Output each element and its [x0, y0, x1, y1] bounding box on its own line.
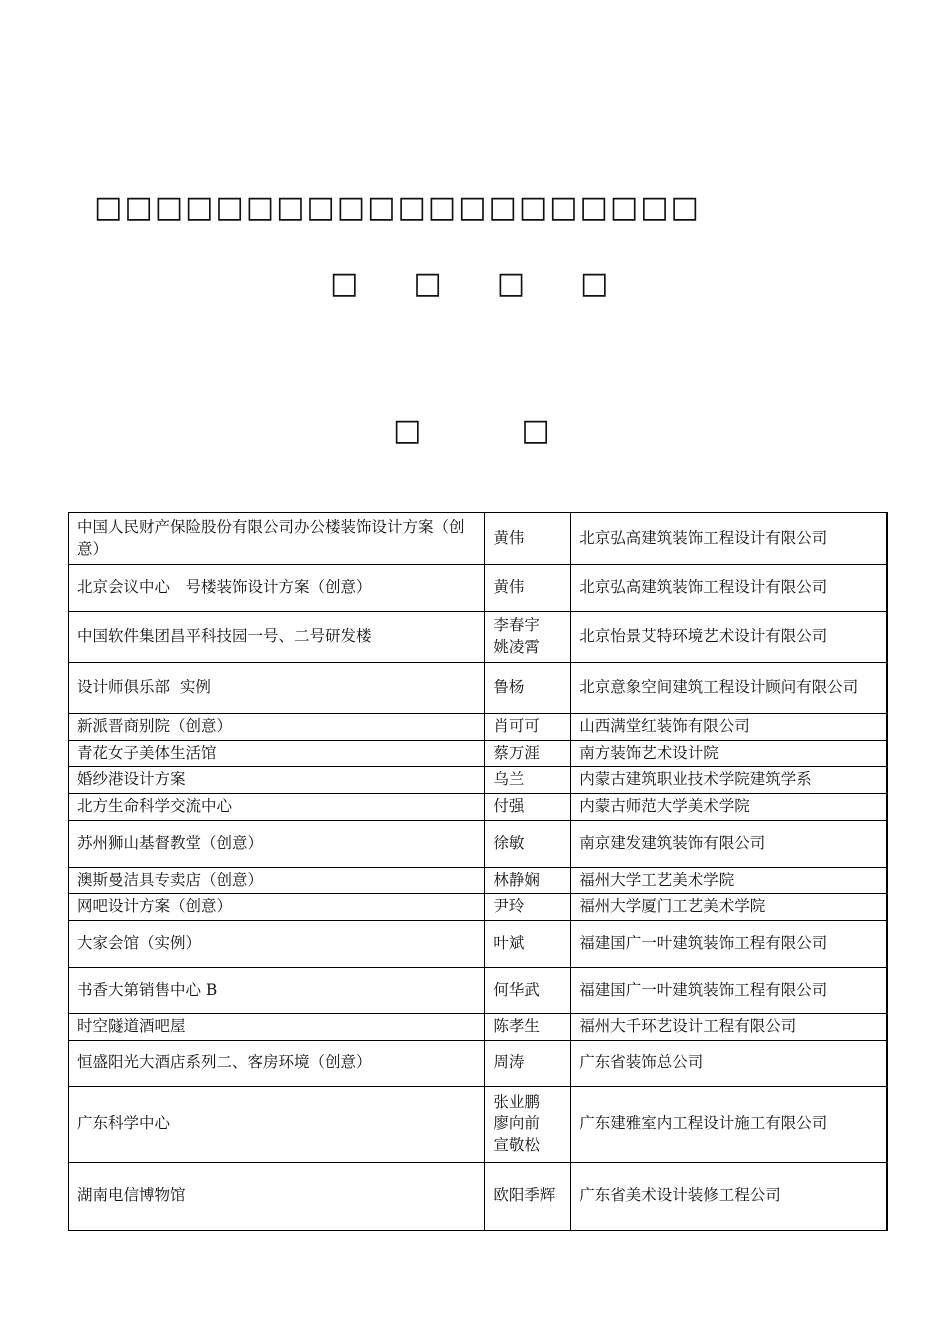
project-cell: 中国人民财产保险股份有限公司办公楼装饰设计方案（创意）	[69, 513, 485, 565]
project-cell: 新派晋商别院（创意）	[69, 714, 485, 741]
designer-cell: 何华武	[485, 968, 571, 1014]
table-row	[69, 740, 888, 767]
table-row	[69, 663, 888, 714]
designer-cell: 肖可可	[485, 714, 571, 741]
project-cell: 青花女子美体生活馆	[69, 740, 485, 767]
table-row	[69, 867, 888, 894]
designer-cell: 黄伟	[485, 565, 571, 612]
designer-cell: 陈孝生	[485, 1014, 571, 1041]
table-row	[69, 612, 888, 663]
project-cell: 书香大第销售中心 B	[69, 968, 485, 1014]
designer-cell: 乌兰	[485, 767, 571, 794]
designer-cell: 李春宇 姚凌霄	[485, 612, 571, 663]
document-title: □□□□□□□□□□□□□□□□□□□□	[94, 190, 701, 225]
table-row	[69, 1162, 888, 1230]
organization-cell: 北京怡景艾特环境艺术设计有限公司	[571, 612, 887, 663]
designer-cell: 叶斌	[485, 921, 571, 968]
project-cell: 湖南电信博物馆	[69, 1162, 485, 1230]
designer-cell: 黄伟	[485, 513, 571, 565]
project-cell: 北京会议中心 号楼装饰设计方案（创意）	[69, 565, 485, 612]
organization-cell: 北京弘高建筑装饰工程设计有限公司	[571, 565, 887, 612]
organization-cell: 北京意象空间建筑工程设计顾问有限公司	[571, 663, 887, 714]
project-cell: 时空隧道酒吧屋	[69, 1014, 485, 1041]
table-row	[69, 968, 888, 1014]
table-row	[69, 894, 888, 921]
designer-cell: 鲁杨	[485, 663, 571, 714]
project-cell: 网吧设计方案（创意）	[69, 894, 485, 921]
project-cell: 北方生命科学交流中心	[69, 794, 485, 821]
organization-cell: 福州大学厦门工艺美术学院	[571, 894, 887, 921]
organization-cell: 南京建发建筑装饰有限公司	[571, 820, 887, 867]
organization-cell: 南方装饰艺术设计院	[571, 740, 887, 767]
designer-cell: 欧阳季辉	[485, 1162, 571, 1230]
organization-cell: 福建国广一叶建筑装饰工程有限公司	[571, 968, 887, 1014]
project-cell: 广东科学中心	[69, 1086, 485, 1162]
document-subtitle: □□□□	[330, 266, 664, 301]
designer-cell: 蔡万涯	[485, 740, 571, 767]
designer-cell: 张业鹏 廖向前 宣敬松	[485, 1086, 571, 1162]
table-row	[69, 714, 888, 741]
table-row	[69, 1086, 888, 1162]
table-row	[69, 513, 888, 565]
awards-table	[68, 512, 888, 1231]
table-row	[69, 1040, 888, 1086]
designer-cell: 周涛	[485, 1040, 571, 1086]
organization-cell: 广东省美术设计装修工程公司	[571, 1162, 887, 1230]
project-cell: 婚纱港设计方案	[69, 767, 485, 794]
designer-cell: 林静娴	[485, 867, 571, 894]
project-cell: 恒盛阳光大酒店系列二、客房环境（创意）	[69, 1040, 485, 1086]
organization-cell: 福建国广一叶建筑装饰工程有限公司	[571, 921, 887, 968]
organization-cell: 内蒙古建筑职业技术学院建筑学系	[571, 767, 887, 794]
table-row	[69, 1014, 888, 1041]
project-cell: 苏州狮山基督教堂（创意）	[69, 820, 485, 867]
table-row	[69, 767, 888, 794]
section-heading: □□	[393, 413, 650, 448]
organization-cell: 广东建雅室内工程设计施工有限公司	[571, 1086, 887, 1162]
designer-cell: 尹玲	[485, 894, 571, 921]
project-cell: 大家会馆（实例）	[69, 921, 485, 968]
table-row	[69, 921, 888, 968]
organization-cell: 内蒙古师范大学美术学院	[571, 794, 887, 821]
organization-cell: 福州大千环艺设计工程有限公司	[571, 1014, 887, 1041]
designer-cell: 付强	[485, 794, 571, 821]
table-row	[69, 565, 888, 612]
project-cell: 中国软件集团昌平科技园一号、二号研发楼	[69, 612, 485, 663]
project-cell: 澳斯曼洁具专卖店（创意）	[69, 867, 485, 894]
designer-cell: 徐敏	[485, 820, 571, 867]
organization-cell: 广东省装饰总公司	[571, 1040, 887, 1086]
organization-cell: 北京弘高建筑装饰工程设计有限公司	[571, 513, 887, 565]
organization-cell: 福州大学工艺美术学院	[571, 867, 887, 894]
table-row	[69, 820, 888, 867]
project-cell: 设计师俱乐部 实例	[69, 663, 485, 714]
table-row	[69, 794, 888, 821]
organization-cell: 山西满堂红装饰有限公司	[571, 714, 887, 741]
